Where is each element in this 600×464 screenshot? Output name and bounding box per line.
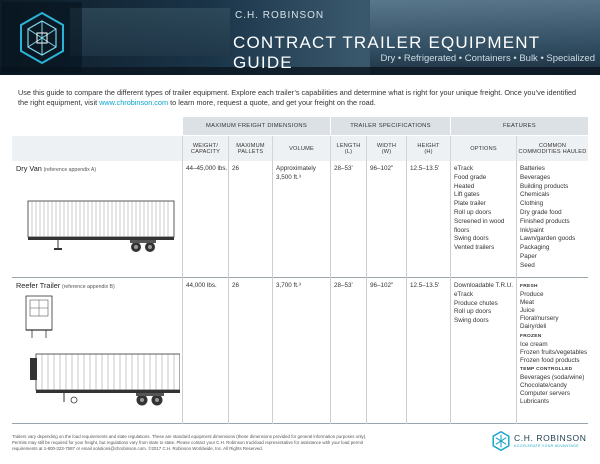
table-row-dry-van bbox=[12, 161, 588, 278]
commodity-item: Floral/nursery bbox=[520, 315, 559, 323]
commodity-item: Batteries bbox=[520, 165, 545, 172]
commodity-item: Produce bbox=[520, 291, 544, 299]
intro-paragraph bbox=[18, 88, 588, 108]
cell-volume: Approximately 3,500 ft.³ bbox=[276, 165, 316, 181]
commodities-list bbox=[520, 282, 588, 406]
hexagon-cube-logo-icon bbox=[492, 431, 510, 451]
cell-length: 28–53' bbox=[334, 282, 353, 289]
cell-weight: 44–45,000 lbs. bbox=[186, 165, 228, 172]
col-header-weight: WEIGHT/ CAPACITY bbox=[182, 136, 228, 162]
option-item: Plate trailer bbox=[454, 200, 486, 208]
option-item: Vented trailers bbox=[454, 244, 495, 252]
commodity-item: Meat bbox=[520, 299, 534, 307]
hexagon-cube-logo-icon bbox=[18, 11, 66, 65]
cell-height: 12.5–13.5' bbox=[410, 165, 440, 172]
option-item: Roll up doors bbox=[454, 308, 492, 316]
trailer-type-name: Dry Van bbox=[16, 164, 42, 173]
commodity-group-heading: FROZEN bbox=[520, 333, 542, 339]
commodity-item: Juice bbox=[520, 307, 535, 315]
table-group-header-row bbox=[12, 117, 588, 135]
col-header-commodities: COMMON COMMODITIES HAULED bbox=[516, 136, 588, 162]
website-link[interactable]: www.chrobinson.com bbox=[99, 98, 169, 107]
cell-width: 96–102" bbox=[370, 165, 394, 172]
option-item: Swing doors bbox=[454, 235, 489, 243]
commodity-item: Dairy/deli bbox=[520, 323, 547, 331]
col-header-volume: VOLUME bbox=[272, 136, 330, 162]
commodity-item: Lubricants bbox=[520, 398, 550, 406]
commodity-item: Chemicals bbox=[520, 191, 550, 199]
commodity-item: Dry grade food bbox=[520, 208, 562, 216]
trailer-type-name: Reefer Trailer bbox=[16, 281, 61, 290]
footer-tagline: ACCELERATE YOUR ADVANTAGE bbox=[514, 444, 579, 448]
group-header-trailer-specs: TRAILER SPECIFICATIONS bbox=[330, 117, 450, 135]
options-list bbox=[454, 165, 516, 253]
footer-line: requirements at 1-800-323-7587 or email solutions@chrobinson.com. ©2017 C.H. Robinson Worldwide, Inc. All Rights Reserved. bbox=[12, 446, 263, 452]
commodity-item: Finished products bbox=[520, 217, 570, 225]
commodity-item: Ink/paint bbox=[520, 226, 544, 234]
option-item: eTrack bbox=[454, 165, 474, 172]
intro-text: Use this guide to compare the different types of trailer equipment. Explore each trailer’s capabilities and determine what is right for your unique freight. Once you’ve identified the right equipment, visit bbox=[18, 88, 577, 107]
commodity-group-heading: FRESH bbox=[520, 284, 538, 289]
table-column-header-row bbox=[12, 135, 588, 161]
commodity-item: Lawn/garden goods bbox=[520, 235, 576, 243]
commodity-item: Paper bbox=[520, 252, 537, 260]
col-header-length: LENGTH (L) bbox=[330, 136, 366, 162]
commodity-item: Building products bbox=[520, 182, 569, 190]
cell-length: 28–53' bbox=[334, 165, 353, 172]
commodity-item: Seed bbox=[520, 261, 535, 269]
header-logo bbox=[2, 2, 82, 73]
header-trailer-photo bbox=[70, 8, 230, 56]
group-header-freight-dimensions: MAXIMUM FREIGHT DIMENSIONS bbox=[182, 117, 330, 135]
commodity-group-heading: TEMP CONTROLLED bbox=[520, 366, 573, 372]
commodity-item: Packaging bbox=[520, 244, 550, 252]
option-item: Produce chutes bbox=[454, 299, 498, 307]
footer-line: Trailers vary depending on the load requirements and state regulations. These are standard equipment dimensions (these dimensions provided for general information purposes only). bbox=[12, 434, 367, 439]
footer-logo bbox=[492, 429, 592, 455]
commodity-item: Chocolate/candy bbox=[520, 382, 567, 390]
option-item: Roll up doors bbox=[454, 208, 492, 216]
reefer-trailer-diagram bbox=[16, 292, 180, 420]
row-title-dry-van bbox=[16, 165, 180, 175]
group-header-features: FEATURES bbox=[450, 117, 588, 135]
option-item: Food grade bbox=[454, 173, 487, 181]
intro-text-end: to learn more, request a quote, and get your freight on the road. bbox=[168, 98, 376, 107]
cell-weight: 44,000 lbs. bbox=[186, 282, 217, 289]
page-title: CONTRACT TRAILER EQUIPMENT GUIDE bbox=[233, 33, 541, 72]
cell-height: 12.5–13.5' bbox=[410, 282, 440, 289]
commodity-item: Computer servers bbox=[520, 390, 571, 398]
cell-volume: 3,700 ft.³ bbox=[276, 282, 301, 289]
option-item: Downloadable T.R.U. bbox=[454, 282, 514, 289]
commodity-item: Clothing bbox=[520, 200, 544, 208]
dry-van-trailer-diagram bbox=[18, 197, 178, 255]
header-banner bbox=[0, 0, 600, 75]
commodity-item: Beverages (soda/wine) bbox=[520, 374, 585, 382]
col-header-height: HEIGHT (H) bbox=[406, 136, 450, 162]
cell-pallets: 26 bbox=[232, 282, 240, 289]
commodity-item: Beverages bbox=[520, 173, 551, 181]
commodity-item: Frozen fruits/vegetables bbox=[520, 348, 588, 356]
commodity-item: Frozen food products bbox=[520, 356, 580, 364]
cell-width: 96–102" bbox=[370, 282, 394, 289]
trailer-type-reference: (reference appendix A) bbox=[43, 167, 97, 173]
option-item: Lift gates bbox=[454, 191, 480, 199]
col-header-width: WIDTH (W) bbox=[366, 136, 406, 162]
option-item: Heated bbox=[454, 182, 475, 190]
option-item: Swing doors bbox=[454, 317, 489, 325]
option-item: Screened in wood floors bbox=[454, 217, 505, 234]
col-header-pallets: MAXIMUM PALLETS bbox=[228, 136, 272, 162]
row-title-reefer bbox=[16, 282, 180, 292]
commodities-list bbox=[520, 165, 588, 271]
cell-pallets: 26 bbox=[232, 165, 240, 172]
footer-line: Permits may still be required for your freight, but regulations vary from state to state. Please contact your C.H. Robinson truckload representative for assistance with your load permit bbox=[12, 440, 363, 446]
footer-disclaimer bbox=[12, 434, 482, 453]
option-item: eTrack bbox=[454, 290, 474, 298]
commodity-item: Ice cream bbox=[520, 340, 548, 348]
options-list bbox=[454, 282, 516, 326]
footer-brand-name: C.H. ROBINSON bbox=[514, 433, 587, 443]
header-company-name: C.H. ROBINSON bbox=[235, 10, 325, 21]
trailer-type-reference: (reference appendix B) bbox=[61, 284, 115, 290]
table-row-reefer bbox=[12, 278, 588, 424]
header-subtitle: Dry • Refrigerated • Containers • Bulk • Specialized bbox=[380, 53, 595, 64]
col-header-options: OPTIONS bbox=[450, 136, 516, 162]
